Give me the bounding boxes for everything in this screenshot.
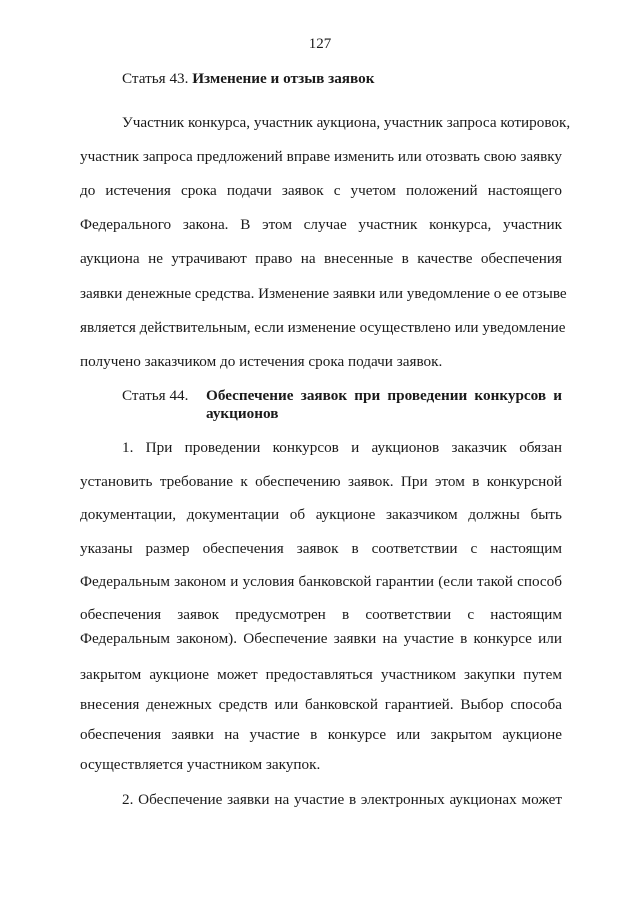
article-44-p1-line-6: обеспечения заявок предусмотрен в соответствии с настоящим	[80, 606, 562, 623]
article-43-line-4: Федерального закона. В этом случае участник конкурса, участник	[80, 216, 562, 233]
article-44-p1-line-10: обеспечения заявки на участие в конкурсе или закрытом аукционе	[80, 726, 562, 743]
article-44-p1-line-8: закрытом аукционе может предоставляться участником закупки путем	[80, 666, 562, 683]
article-44-p1-line-2: установить требование к обеспечению заявок. При этом в конкурсной	[80, 473, 562, 490]
article-44-p1-line-11: осуществляется участником закупок.	[80, 756, 321, 773]
article-43-line-7: является действительным, если изменение осуществлено или уведомление	[80, 319, 566, 336]
article-43-heading	[122, 70, 604, 88]
article-43-label: Статья 43.	[122, 70, 189, 87]
article-43-line-8: получено заказчиком до истечения срока подачи заявок.	[80, 353, 443, 370]
article-43-line-6: заявки денежные средства. Изменение заявки или уведомление о ее отзыве	[80, 285, 567, 302]
article-44-p1-line-3: документации, документации об аукционе заказчиком должны быть	[80, 506, 562, 523]
article-43-line-2: участник запроса предложений вправе изменить или отозвать свою заявку	[80, 148, 562, 165]
article-43-title: Изменение и отзыв заявок	[192, 70, 375, 87]
article-44-p1-line-9: внесения денежных средств или банковской гарантией. Выбор способа	[80, 696, 562, 713]
article-44-p1-line-7: Федеральным законом). Обеспечение заявки на участие в конкурсе или	[80, 630, 562, 647]
article-44-title-line-2: аукционов	[206, 405, 279, 422]
article-43-line-1: Участник конкурса, участник аукциона, участник запроса котировок,	[122, 114, 571, 131]
article-44-p1-line-5: Федеральным законом и условия банковской гарантии (если такой способ	[80, 573, 562, 590]
article-44-p1-line-4: указаны размер обеспечения заявок в соответствии с настоящим	[80, 540, 562, 557]
article-44-title-line-1: Обеспечение заявок при проведении конкурсов и	[206, 387, 562, 404]
article-43-line-5: аукциона не утрачивают право на внесенные в качестве обеспечения	[80, 250, 562, 267]
page-number: 127	[308, 36, 332, 52]
article-44-label: Статья 44.	[122, 387, 189, 404]
article-43-line-3: до истечения срока подачи заявок с учетом положений настоящего	[80, 182, 562, 199]
article-44-p1-line-1: 1. При проведении конкурсов и аукционов заказчик обязан	[122, 439, 562, 456]
article-44-p2-line-1: 2. Обеспечение заявки на участие в электронных аукционах может	[122, 791, 562, 808]
